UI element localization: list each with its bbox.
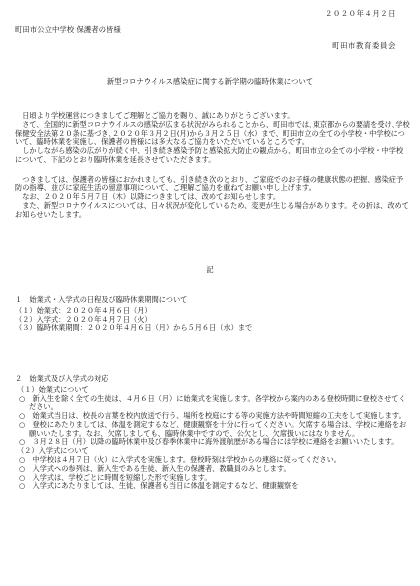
body-text xyxy=(15,112,410,220)
schedule-row: （３）臨時休業期間：２０２０年４月６日（月）から５月６日（水）まで xyxy=(15,323,253,333)
bullet-item: ○ 始業式当日は、校長の言葉を校内放送で行う、場所を校庭にする等の実施方法や時間短縮の工夫をして実施します。 xyxy=(19,411,406,421)
bullet-item: ○ 入学式は、学校ごとに時間を短縮した形で実施します。 xyxy=(19,472,212,482)
section-2-heading: ２ 始業式及び入学式の対応 xyxy=(15,374,109,383)
section-1-heading: １ 始業式・入学式の日程及び臨時休業期間について xyxy=(15,295,188,304)
body-paragraph: さて、全国的に新型コロナウイルスの感染が広まる状況がみられることから、町田市では､東京都からの要請を受け､学校保健安全法第２０条に基づき､２０２０年３月２日(月)から３月２５日（水）まで、町田市立の全ての小学校・中学校について、臨時休業を実施し、保護者の皆様には多大なるご協力をいただいているところです。 xyxy=(15,119,410,147)
schedule-row: （１）始業式：２０２０年４月６日（月） xyxy=(15,305,152,315)
document-title: 新型コロナウイルス感染症に関する新学期の臨時休業について xyxy=(106,77,314,86)
bullet-item: ○ 中学校は４月７日（火）に入学式を実施します。登校時刻は学校からの連絡に従ってください。 xyxy=(19,455,341,465)
bullet-item: ○ ３月２８日（月）以降の臨時休業中及び春季休業中に海外渡航歴がある場合には学校に連絡をお願いいたします。 xyxy=(19,437,399,447)
bullet-item: ○ 入学式への参列は、新入生である生徒、新入生の保護者、教職員のみとします。 xyxy=(19,463,291,473)
bullet-item: ○ 登校にあたりましては、体温を測定するなど、健康観察を十分に行ってください。欠席する場合は、学校に連絡をお願いいたします。なお、欠席しましても、臨時休業中ですので、公欠とし、欠席扱いにはなりません。 xyxy=(19,419,407,438)
body-paragraph: また、新型コロナウイルスについては、日々状況が変化しているため、変更が生じる場合があります。その折は、改めてお知らせいたします。 xyxy=(15,201,409,219)
schedule-row: （２）入学式：２０２０年４月７日（火） xyxy=(15,314,152,324)
sender: 町田市教育委員会 xyxy=(332,41,396,50)
subsection-1-label: （１）始業式について xyxy=(17,384,89,394)
body-paragraph: 日頃より学校運営につきましてご理解とご協力を賜り、誠にありがとうございます。 xyxy=(22,111,295,120)
section-2 xyxy=(15,375,410,491)
ki-heading: 記 xyxy=(206,265,214,274)
body-paragraph: つきましては、保護者の皆様におかれましても、引き続き次のとおり、ご家庭でのお子様の健康状態の把握、感染症予防の指導、並びに家庭生活の留意事項について、ご理解ご協力を重ねてお願い申し上げます。 xyxy=(15,174,404,193)
bullet-item: ○ 入学式にあたりましては、生徒、保護者も当日に体温を測定するなど、健康観察を xyxy=(19,481,299,491)
document-date: ２０２０年４月２日 xyxy=(324,9,396,18)
bullet-item: ○ 新入生を除く全ての生徒は、４月６日（月）に始業式を実施します。各学校から案内のある登校時間に登校させてください。 xyxy=(19,393,406,412)
addressee: 町田市公立中学校 保護者の皆様 xyxy=(15,25,121,34)
body-paragraph: しかしながら感染の広がりが続く中、引き続き感染予防と感染拡大防止の観点から、町田市立の全ての小学校・中学校について、下記のとおり臨時休業を延長させていただきます。 xyxy=(15,146,404,164)
body-paragraph: なお、２０２０年５月７日（木）以降につきましては、改めてお知らせします。 xyxy=(22,192,281,202)
section-1 xyxy=(15,296,410,333)
subsection-2-label: （２）入学式について xyxy=(17,446,89,456)
